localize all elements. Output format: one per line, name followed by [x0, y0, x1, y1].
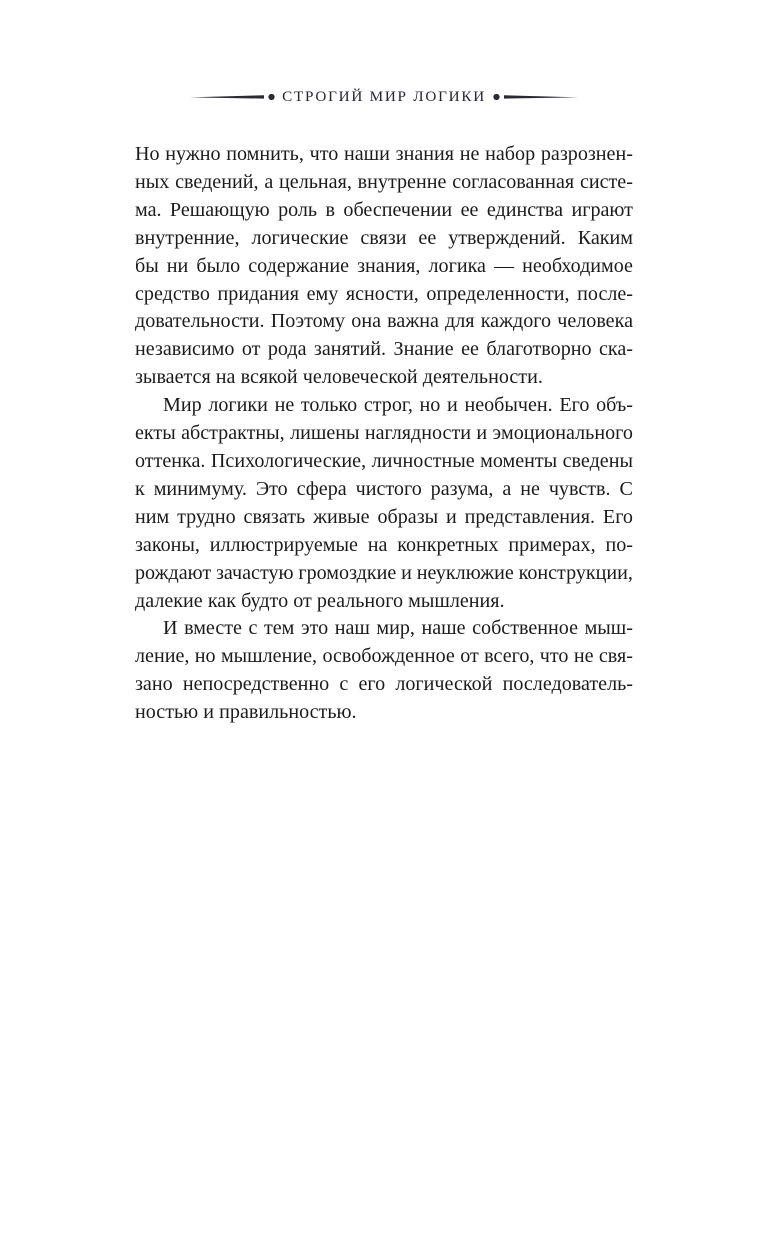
text-line: довательности. Поэтому она важна для каждого человека: [135, 310, 633, 333]
body-text: [135, 141, 633, 727]
text-line: ма. Решающую роль в обеспечении ее единства играют: [135, 198, 633, 221]
text-line: Но нужно помнить, что наши знания не набор разрознен-: [135, 143, 633, 165]
text-line: законы, иллюстрируемые на конкретных примерах, по-: [135, 533, 633, 556]
text-line: екты абстрактны, лишены наглядности и эмоционального: [135, 422, 633, 445]
text-line: ных сведений, а цельная, внутренне согласованная систе-: [135, 170, 633, 193]
text-line: внутренние, логические связи ее утверждений. Каким: [135, 226, 633, 249]
text-line: оттенка. Психологические, личностные моменты сведены: [135, 449, 633, 472]
paragraph-3: [135, 615, 633, 727]
text-line: бы ни было содержание знания, логика — необходимое: [135, 254, 633, 277]
text-line: зывается на всякой человеческой деятельности.: [135, 366, 543, 389]
ornament-left-icon: [190, 90, 278, 104]
paragraph-2: [135, 392, 633, 615]
text-line: средство придания ему ясности, определенности, после-: [135, 282, 633, 305]
text-line: независимо от рода занятий. Знание ее благотворно ска-: [135, 338, 633, 361]
text-line: ление, но мышление, освобожденное от всего, что не свя-: [135, 645, 633, 668]
text-line: зано непосредственно с его логической последователь-: [135, 673, 633, 696]
running-head: [0, 84, 768, 110]
text-line: Мир логики не только строг, но и необычен. Его объ-: [163, 394, 633, 417]
text-line: далекие как будто от реального мышления.: [135, 589, 505, 612]
text-line: И вместе с тем это наш мир, наше собственное мыш-: [163, 617, 633, 640]
text-line: ностью и правильностью.: [135, 701, 357, 724]
running-head-title: СТРОГИЙ МИР ЛОГИКИ: [282, 88, 486, 106]
text-line: ним трудно связать живые образы и представления. Его: [135, 505, 633, 528]
ornament-right-icon: [490, 90, 578, 104]
text-line: рождают зачастую громоздкие и неуклюжие конструкции,: [135, 561, 633, 584]
paragraph-1: [135, 141, 633, 392]
text-line: к минимуму. Это сфера чистого разума, а не чувств. С: [135, 477, 633, 500]
